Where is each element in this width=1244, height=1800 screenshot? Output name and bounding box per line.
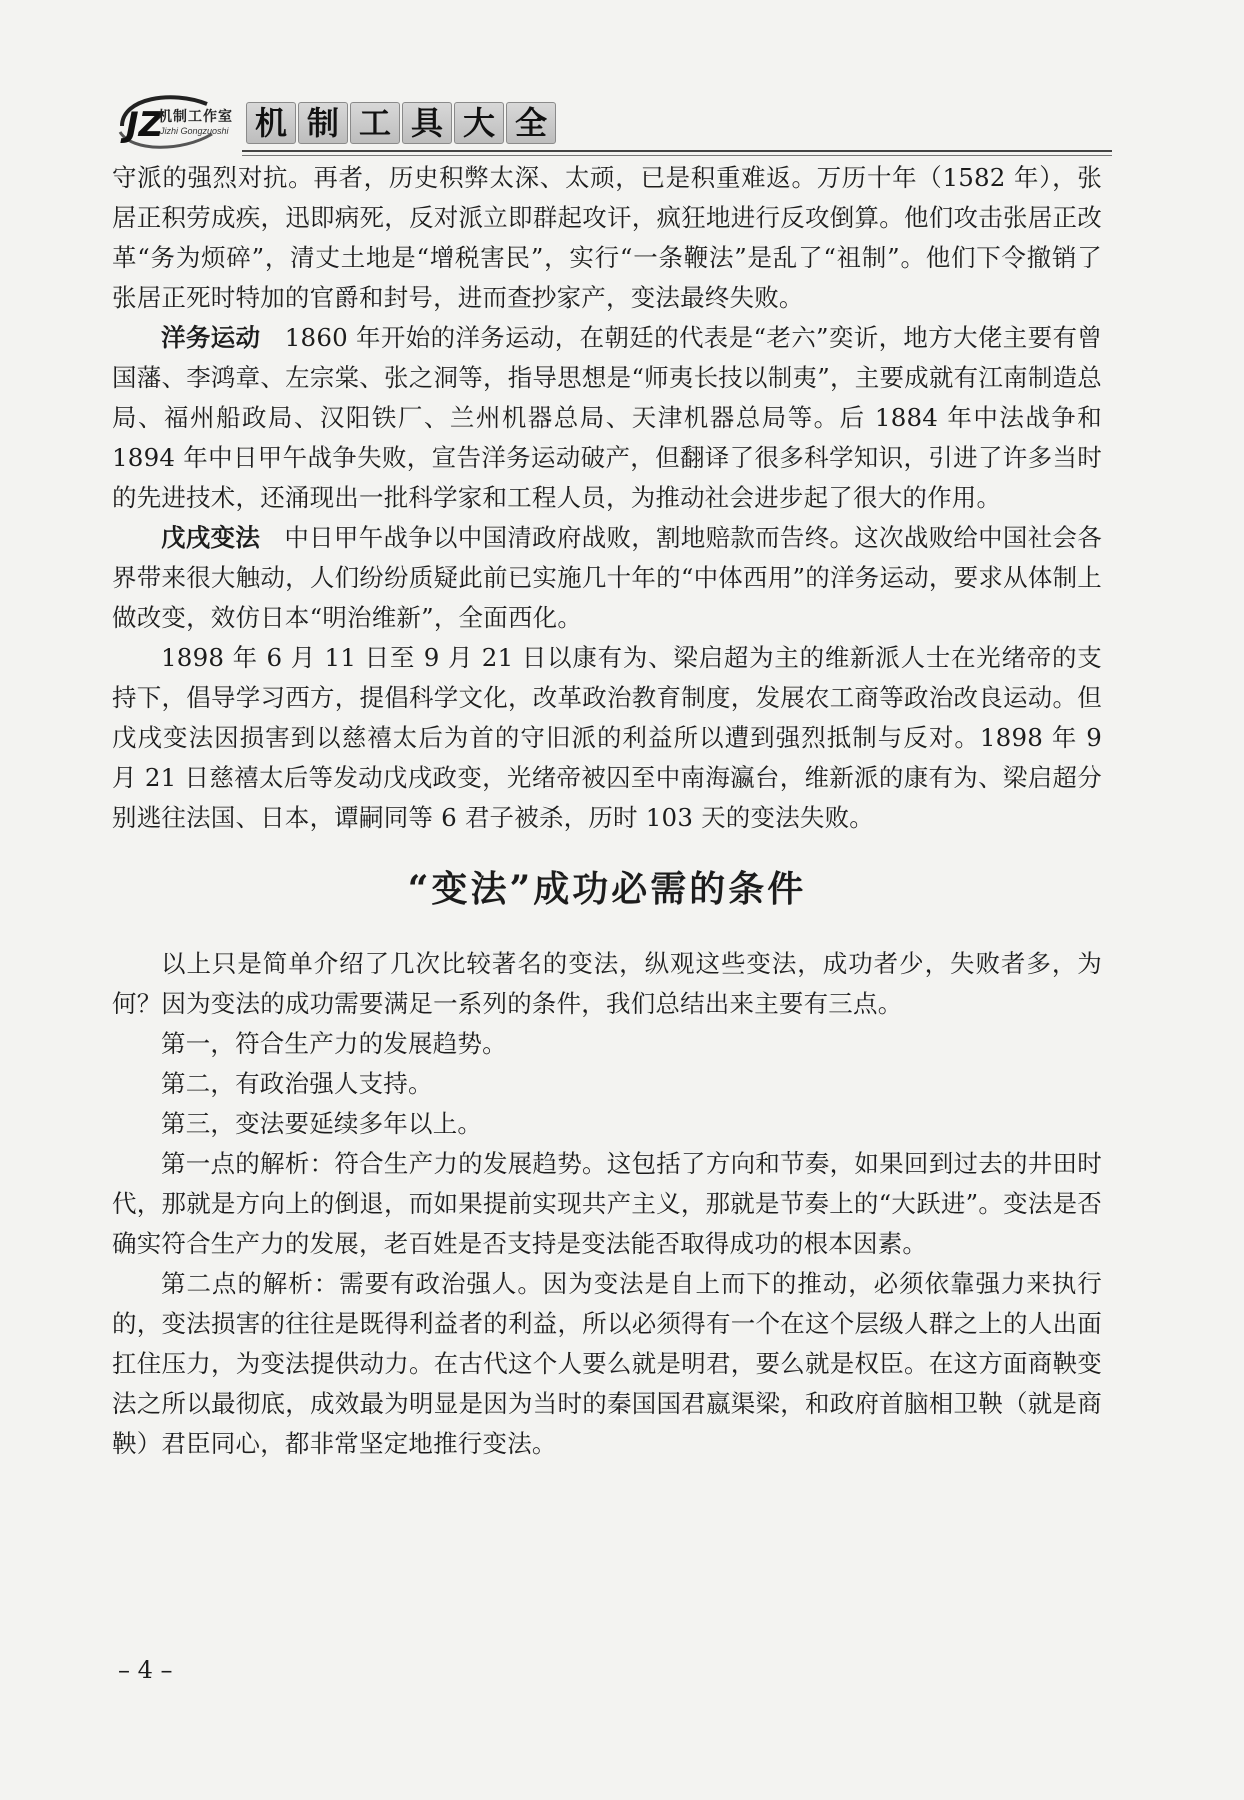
page-header <box>112 84 1112 164</box>
heading-yangwu: 洋务运动 <box>161 323 261 352</box>
page-content <box>112 158 1102 1464</box>
text-wuxu: 中日甲午战争以中国清政府战败，割地赔款而告终。这次战败给中国社会各界带来很大触动，人们纷纷质疑此前已实施几十年的“中体西用”的洋务运动，要求从体制上做改变，效仿日本“明治维新”，全面西化。 <box>112 523 1102 632</box>
text-yangwu: 1860 年开始的洋务运动，在朝廷的代表是“老六”奕䜣，地方大佬主要有曾国藩、李鸿章、左宗棠、张之洞等，指导思想是“师夷长技以制夷”，主要成就有江南制造总局、福州船政局、汉阳铁厂、兰州机器总局、天津机器总局等。后 1884 年中法战争和 1894 年中日甲午战争失败，宣告洋务运动破产，但翻译了很多科学知识，引进了许多当时的先进技术，还涌现出一批科学家和工程人员，为推动社会进步起了很大的作用。 <box>112 323 1102 512</box>
heading-wuxu: 戊戌变法 <box>161 523 261 552</box>
paragraph-yangwu <box>112 318 1102 518</box>
paragraph-intro: 以上只是简单介绍了几次比较著名的变法，纵观这些变法，成功者少，失败者多，为何？因为变法的成功需要满足一系列的条件，我们总结出来主要有三点。 <box>112 949 1102 1018</box>
condition-item-2: 第二，有政治强人支持。 <box>161 1069 433 1098</box>
page-number: – 4 – <box>118 1656 173 1684</box>
title-char: 大 <box>454 102 504 144</box>
paragraph-wuxu <box>112 518 1102 638</box>
condition-item-1: 第一，符合生产力的发展趋势。 <box>161 1029 507 1058</box>
header-rule <box>242 150 1112 152</box>
condition-item-3: 第三，变法要延续多年以上。 <box>161 1109 483 1138</box>
title-char: 全 <box>506 102 556 144</box>
title-char: 工 <box>350 102 400 144</box>
book-title <box>246 102 556 144</box>
title-char: 制 <box>298 102 348 144</box>
logo-text-cn: 机制工作室 <box>158 108 233 124</box>
paragraph-wuxu-detail: 1898 年 6 月 11 日至 9 月 21 日以康有为、梁启超为主的维新派人士在光绪帝的支持下，倡导学习西方，提倡科学文化，改革政治教育制度，发展农工商等政治改良运动。但戊戌变法因损害到以慈禧太后为首的守旧派的利益所以遭到强烈抵制与反对。1898 年 9 月 21 日慈禧太后等发动戊戌政变，光绪帝被囚至中南海瀛台，维新派的康有为、梁启超分别逃往法国、日本，谭嗣同等 6 君子被杀，历时 103 天的变法失败。 <box>112 643 1102 832</box>
title-char: 机 <box>246 102 296 144</box>
section-title: “变法”成功必需的条件 <box>407 868 807 910</box>
paragraph-continuation: 守派的强烈对抗。再者，历史积弊太深、太顽，已是积重难返。万历十年（1582 年），张居正积劳成疾，迅即病死，反对派立即群起攻讦，疯狂地进行反攻倒算。他们攻击张居正改革“务为烦碎”，清丈土地是“增税害民”，实行“一条鞭法”是乱了“祖制”。他们下令撤销了张居正死时特加的官爵和封号，进而查抄家产，变法最终失败。 <box>112 163 1102 312</box>
header-rule-thin <box>242 155 1112 156</box>
logo-text-en: Jizhi Gongzuoshi <box>160 126 229 136</box>
svg-text:JZ: JZ <box>126 105 164 145</box>
paragraph-analysis-1: 第一点的解析：符合生产力的发展趋势。这包括了方向和节奏，如果回到过去的井田时代，那就是方向上的倒退，而如果提前实现共产主义，那就是节奏上的“大跃进”。变法是否确实符合生产力的发展，老百姓是否支持是变法能否取得成功的根本因素。 <box>112 1149 1102 1258</box>
paragraph-analysis-2: 第二点的解析：需要有政治强人。因为变法是自上而下的推动，必须依靠强力来执行的，变法损害的往往是既得利益者的利益，所以必须得有一个在这个层级人群之上的人出面扛住压力，为变法提供动力。在古代这个人要么就是明君，要么就是权臣。在这方面商鞅变法之所以最彻底，成效最为明显是因为当时的秦国国君嬴渠梁，和政府首脑相卫鞅（就是商鞅）君臣同心，都非常坚定地推行变法。 <box>112 1269 1102 1458</box>
title-char: 具 <box>402 102 452 144</box>
